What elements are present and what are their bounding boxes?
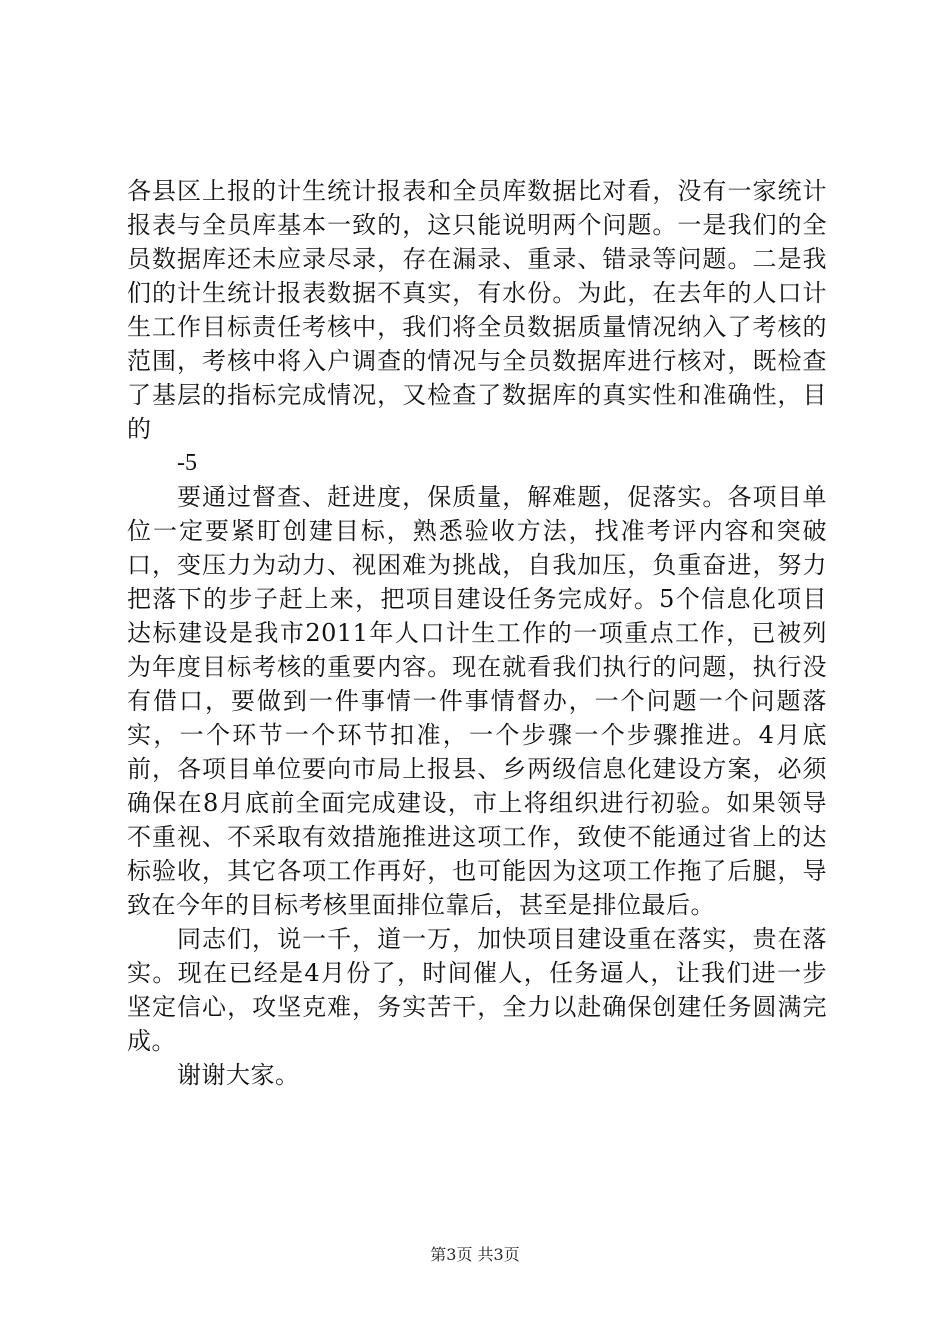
paragraph-closing-call: 同志们，说一千，道一万，加快项目建设重在落实，贵在落实。现在已经是4月份了，时间催人，任务逼人，让我们进一步坚定信心，攻坚克难，务实苦干，全力以赴确保创建任务圆满完成。 bbox=[127, 925, 827, 1055]
paragraph-continuation: 各县区上报的计生统计报表和全员库数据比对看，没有一家统计报表与全员库基本一致的，这只能说明两个问题。一是我们的全员数据库还未应录尽录，存在漏录、重录、错录等问题。二是我们的计生统计报表数据不真实，有水份。为此，在去年的人口计生工作目标责任考核中，我们将全员数据质量情况纳入了考核的范围，考核中将入户调查的情况与全员数据库进行核对，既检查了基层的指标完成情况，又检查了数据库的真实性和准确性，目的 bbox=[127, 177, 827, 443]
paragraph-thanks: 谢谢大家。 bbox=[177, 1061, 300, 1089]
document-body bbox=[127, 174, 827, 1092]
paragraph-project-supervision: 要通过督查、赶进度，保质量，解难题，促落实。各项目单位一定要紧盯创建目标，熟悉验收方法，找准考评内容和突破口，变压力为动力、视困难为挑战，自我加压，负重奋进，努力把落下的步子赶上来，把项目建设任务完成好。5个信息化项目达标建设是我市2011年人口计生工作的一项重点工作，已被列为年度目标考核的重要内容。现在就看我们执行的问题，执行没有借口，要做到一件事情一件事情督办，一个问题一个问题落实，一个环节一个环节扣准，一个步骤一个步骤推进。4月底前，各项目单位要向市局上报县、乡两级信息化建设方案，必须确保在8月底前全面完成建设，市上将组织进行初验。如果领导不重视、不采取有效措施推进这项工作，致使不能通过省上的达标验收，其它各项工作再好，也可能因为这项工作拖了后腿，导致在今年的目标考核里面排位靠后，甚至是排位最后。 bbox=[127, 483, 827, 919]
page-footer bbox=[0, 1244, 950, 1266]
page-number-label: 第3页 共3页 bbox=[430, 1245, 520, 1264]
page-marker: -5 bbox=[177, 450, 197, 476]
